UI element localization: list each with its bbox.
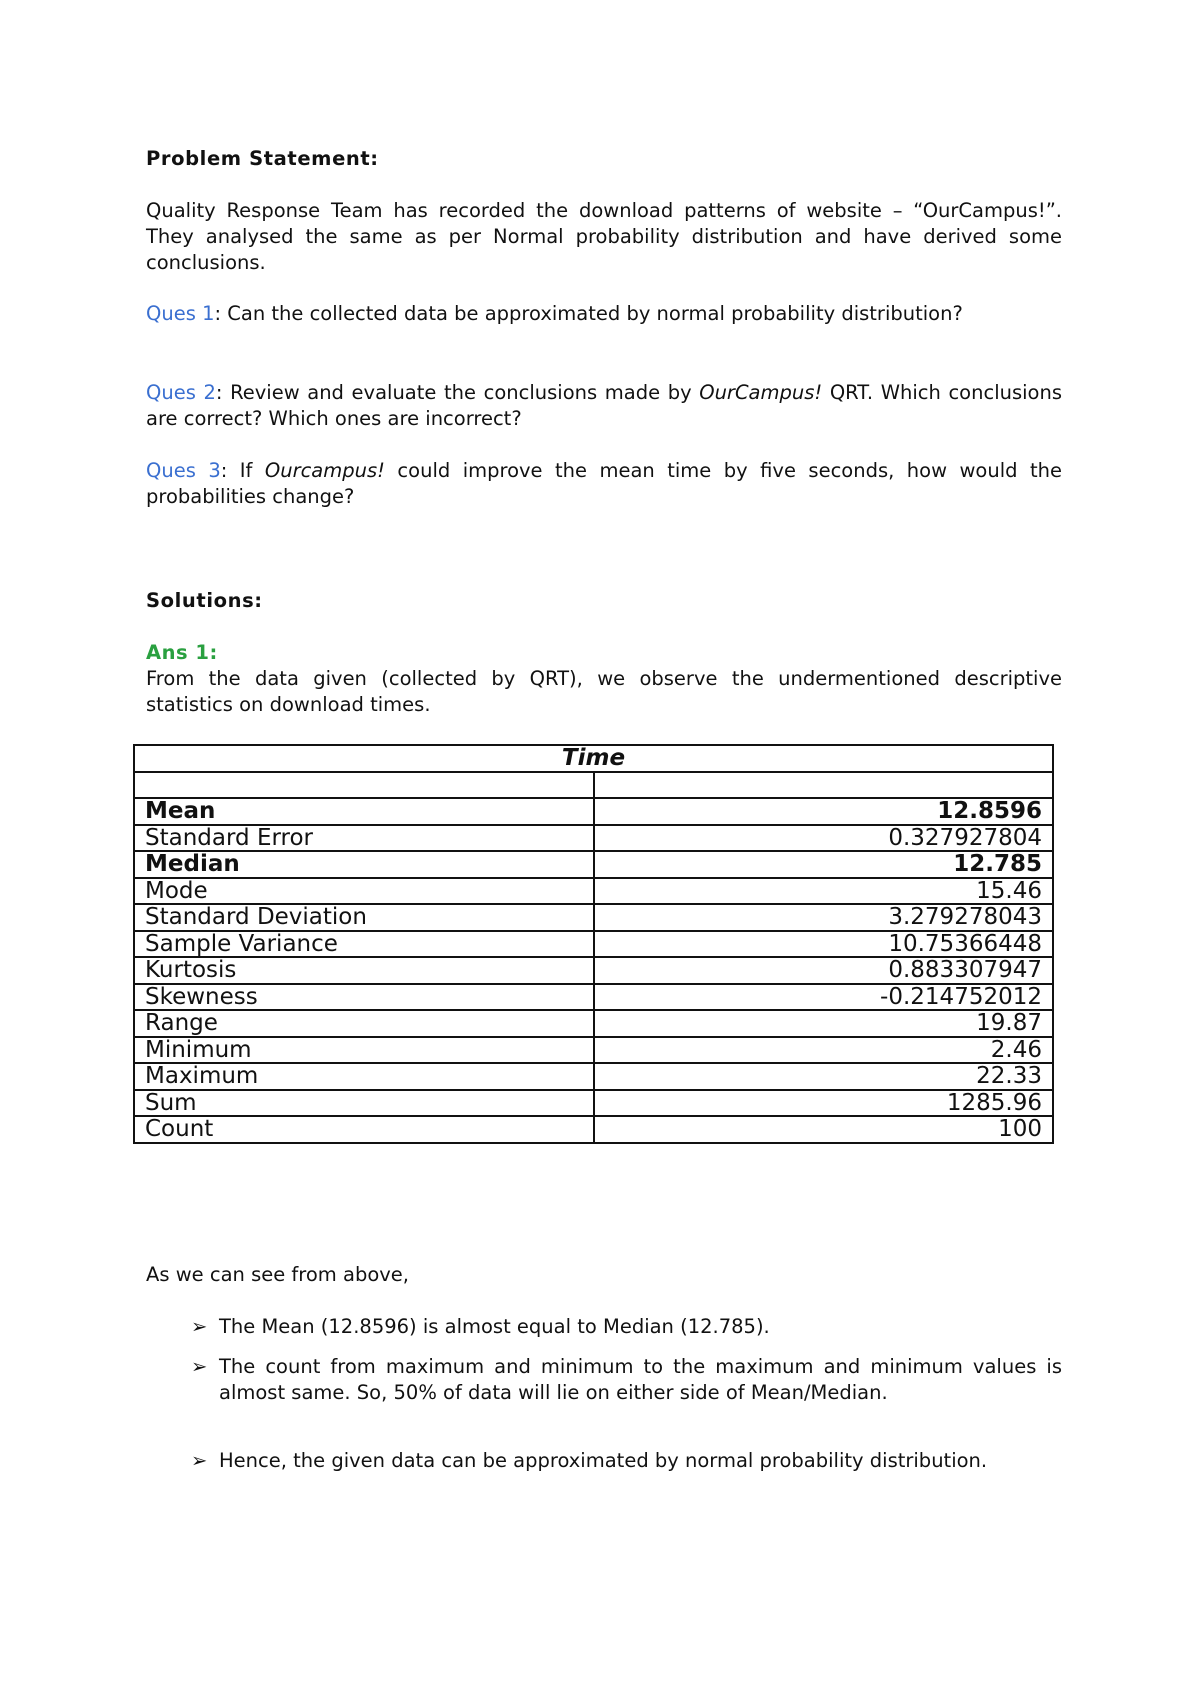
- arrow-bullet-icon: ➢: [191, 1355, 208, 1378]
- question-text: : Can the collected data be approximated by normal probability distribution?: [214, 302, 963, 325]
- question-italic: Ourcampus!: [264, 459, 385, 482]
- question-3: [146, 458, 1062, 510]
- stat-label: Mean: [134, 798, 594, 825]
- stat-label: Standard Deviation: [134, 904, 594, 931]
- stat-value: 19.87: [594, 1010, 1054, 1037]
- conclusion-intro: As we can see from above,: [146, 1263, 409, 1286]
- stat-value: 100: [594, 1116, 1054, 1143]
- question-text-after: could improve the mean time by five seconds, how would the probabilities change?: [146, 459, 1062, 508]
- stat-label: Sum: [134, 1090, 594, 1117]
- stat-value: -0.214752012: [594, 984, 1054, 1011]
- stat-label: Sample Variance: [134, 931, 594, 958]
- table-title-row: [134, 745, 1053, 772]
- stat-label: Range: [134, 1010, 594, 1037]
- stat-label: Skewness: [134, 984, 594, 1011]
- problem-paragraph: Quality Response Team has recorded the download patterns of website – “OurCampus!”. They analysed the same as per Normal probability distribution and have derived some conclusions.: [146, 199, 1062, 274]
- table-row: [134, 878, 1053, 905]
- question-2: [146, 380, 1062, 432]
- stat-value: 3.279278043: [594, 904, 1054, 931]
- question-text-after: QRT. Which conclusions are correct? Which ones are incorrect?: [146, 381, 1062, 430]
- stat-value: 10.75366448: [594, 931, 1054, 958]
- bullet-item: [191, 1314, 1062, 1340]
- table-row: [134, 904, 1053, 931]
- question-label: Ques 3: [146, 459, 221, 482]
- answer-1-label: Ans 1:: [146, 641, 218, 664]
- table-row: [134, 1090, 1053, 1117]
- answer-1-text: From the data given (collected by QRT), we observe the undermentioned descriptive statistics on download times.: [146, 667, 1062, 716]
- descriptive-statistics-table: [133, 744, 1054, 1144]
- stat-value: 0.327927804: [594, 825, 1054, 852]
- stat-label: Count: [134, 1116, 594, 1143]
- bullet-text: The Mean (12.8596) is almost equal to Median (12.785).: [219, 1315, 770, 1338]
- blank-cell: [134, 772, 594, 799]
- stat-label: Kurtosis: [134, 957, 594, 984]
- question-label: Ques 1: [146, 302, 215, 325]
- question-text: : If: [220, 459, 265, 482]
- stat-label: Minimum: [134, 1037, 594, 1064]
- stat-value: 12.8596: [594, 798, 1054, 825]
- table-row: [134, 1010, 1053, 1037]
- blank-cell: [594, 772, 1054, 799]
- bullet-text: The count from maximum and minimum to the maximum and minimum values is almost same. So, 50% of data will lie on either side of Mean/Median.: [219, 1355, 1062, 1404]
- stat-value: 0.883307947: [594, 957, 1054, 984]
- question-italic: OurCampus!: [699, 381, 823, 404]
- stat-value: 12.785: [594, 851, 1054, 878]
- arrow-bullet-icon: ➢: [191, 1315, 208, 1338]
- solutions-heading: Solutions:: [146, 589, 263, 612]
- table-row: [134, 1116, 1053, 1143]
- question-text: : Review and evaluate the conclusions made by: [215, 381, 700, 404]
- bullet-item: [191, 1448, 1062, 1474]
- bullet-text: Hence, the given data can be approximated by normal probability distribution.: [219, 1449, 988, 1472]
- arrow-bullet-icon: ➢: [191, 1449, 208, 1472]
- question-label: Ques 2: [146, 381, 216, 404]
- problem-heading: Problem Statement:: [146, 147, 379, 170]
- table-title: Time: [134, 745, 1053, 772]
- table-row: [134, 957, 1053, 984]
- stat-value: 2.46: [594, 1037, 1054, 1064]
- stat-value: 15.46: [594, 878, 1054, 905]
- table-blank-row: [134, 772, 1053, 799]
- question-1: [146, 301, 1062, 327]
- stat-value: 22.33: [594, 1063, 1054, 1090]
- table-row: [134, 1063, 1053, 1090]
- table-row: [134, 825, 1053, 852]
- stat-label: Maximum: [134, 1063, 594, 1090]
- stat-label: Standard Error: [134, 825, 594, 852]
- table-row: [134, 984, 1053, 1011]
- table-row: [134, 931, 1053, 958]
- bullet-item: [191, 1354, 1062, 1406]
- stat-label: Mode: [134, 878, 594, 905]
- table-row: [134, 798, 1053, 825]
- table-row: [134, 1037, 1053, 1064]
- table-row: [134, 851, 1053, 878]
- stat-value: 1285.96: [594, 1090, 1054, 1117]
- stat-label: Median: [134, 851, 594, 878]
